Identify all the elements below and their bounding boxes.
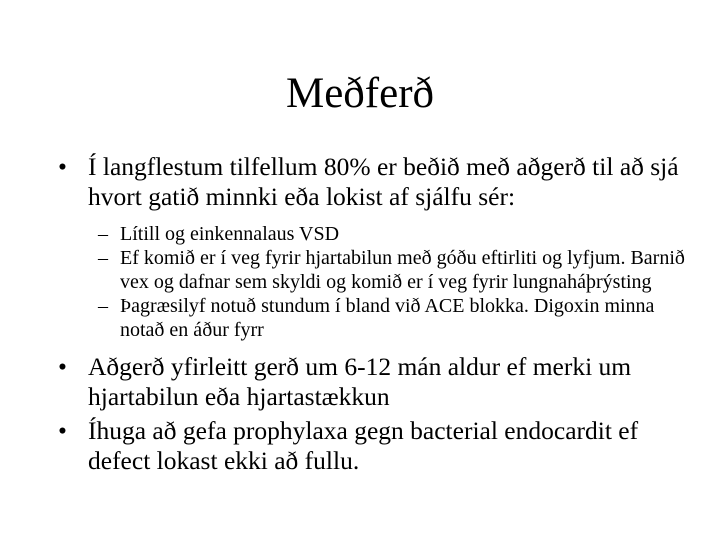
sub-bullet-item	[58, 222, 698, 246]
bullet-item	[58, 152, 698, 212]
bullet-text: Aðgerð yfirleitt gerð um 6-12 mán aldur ef merki um hjartabilun eða hjartastækkun	[88, 352, 632, 411]
sub-bullet-item	[58, 294, 698, 342]
sub-bullet-text: Ef komið er í veg fyrir hjartabilun með góðu eftirliti og lyfjum. Barnið vex og dafnar sem skyldi og komið er í veg fyrir lungnaháþrýsting	[120, 247, 685, 293]
bullet-text: Í langflestum tilfellum 80% er beðið með aðgerð til að sjá hvort gatið minnki eða lokist af sjálfu sér:	[88, 152, 679, 211]
sub-bullet-text: Þagræsilyf notuð stundum í bland við ACE blokka. Digoxin minna notað en áður fyrr	[120, 295, 655, 341]
slide-title: Meðferð	[285, 70, 435, 117]
sub-bullet-item	[58, 246, 698, 294]
bullet-icon: •	[58, 352, 67, 381]
sub-bullet-list	[58, 222, 698, 342]
bullet-icon: •	[58, 152, 67, 181]
dash-icon: –	[98, 223, 108, 245]
dash-icon: –	[98, 295, 108, 317]
bullet-text: Íhuga að gefa prophylaxa gegn bacterial endocardit ef defect lokast ekki að fullu.	[88, 416, 639, 475]
dash-icon: –	[98, 247, 108, 269]
sub-bullet-text: Lítill og einkennalaus VSD	[120, 223, 340, 245]
slide-content	[58, 152, 698, 476]
bullet-item	[58, 416, 698, 476]
bullet-item	[58, 352, 698, 412]
bullet-icon: •	[58, 416, 67, 445]
